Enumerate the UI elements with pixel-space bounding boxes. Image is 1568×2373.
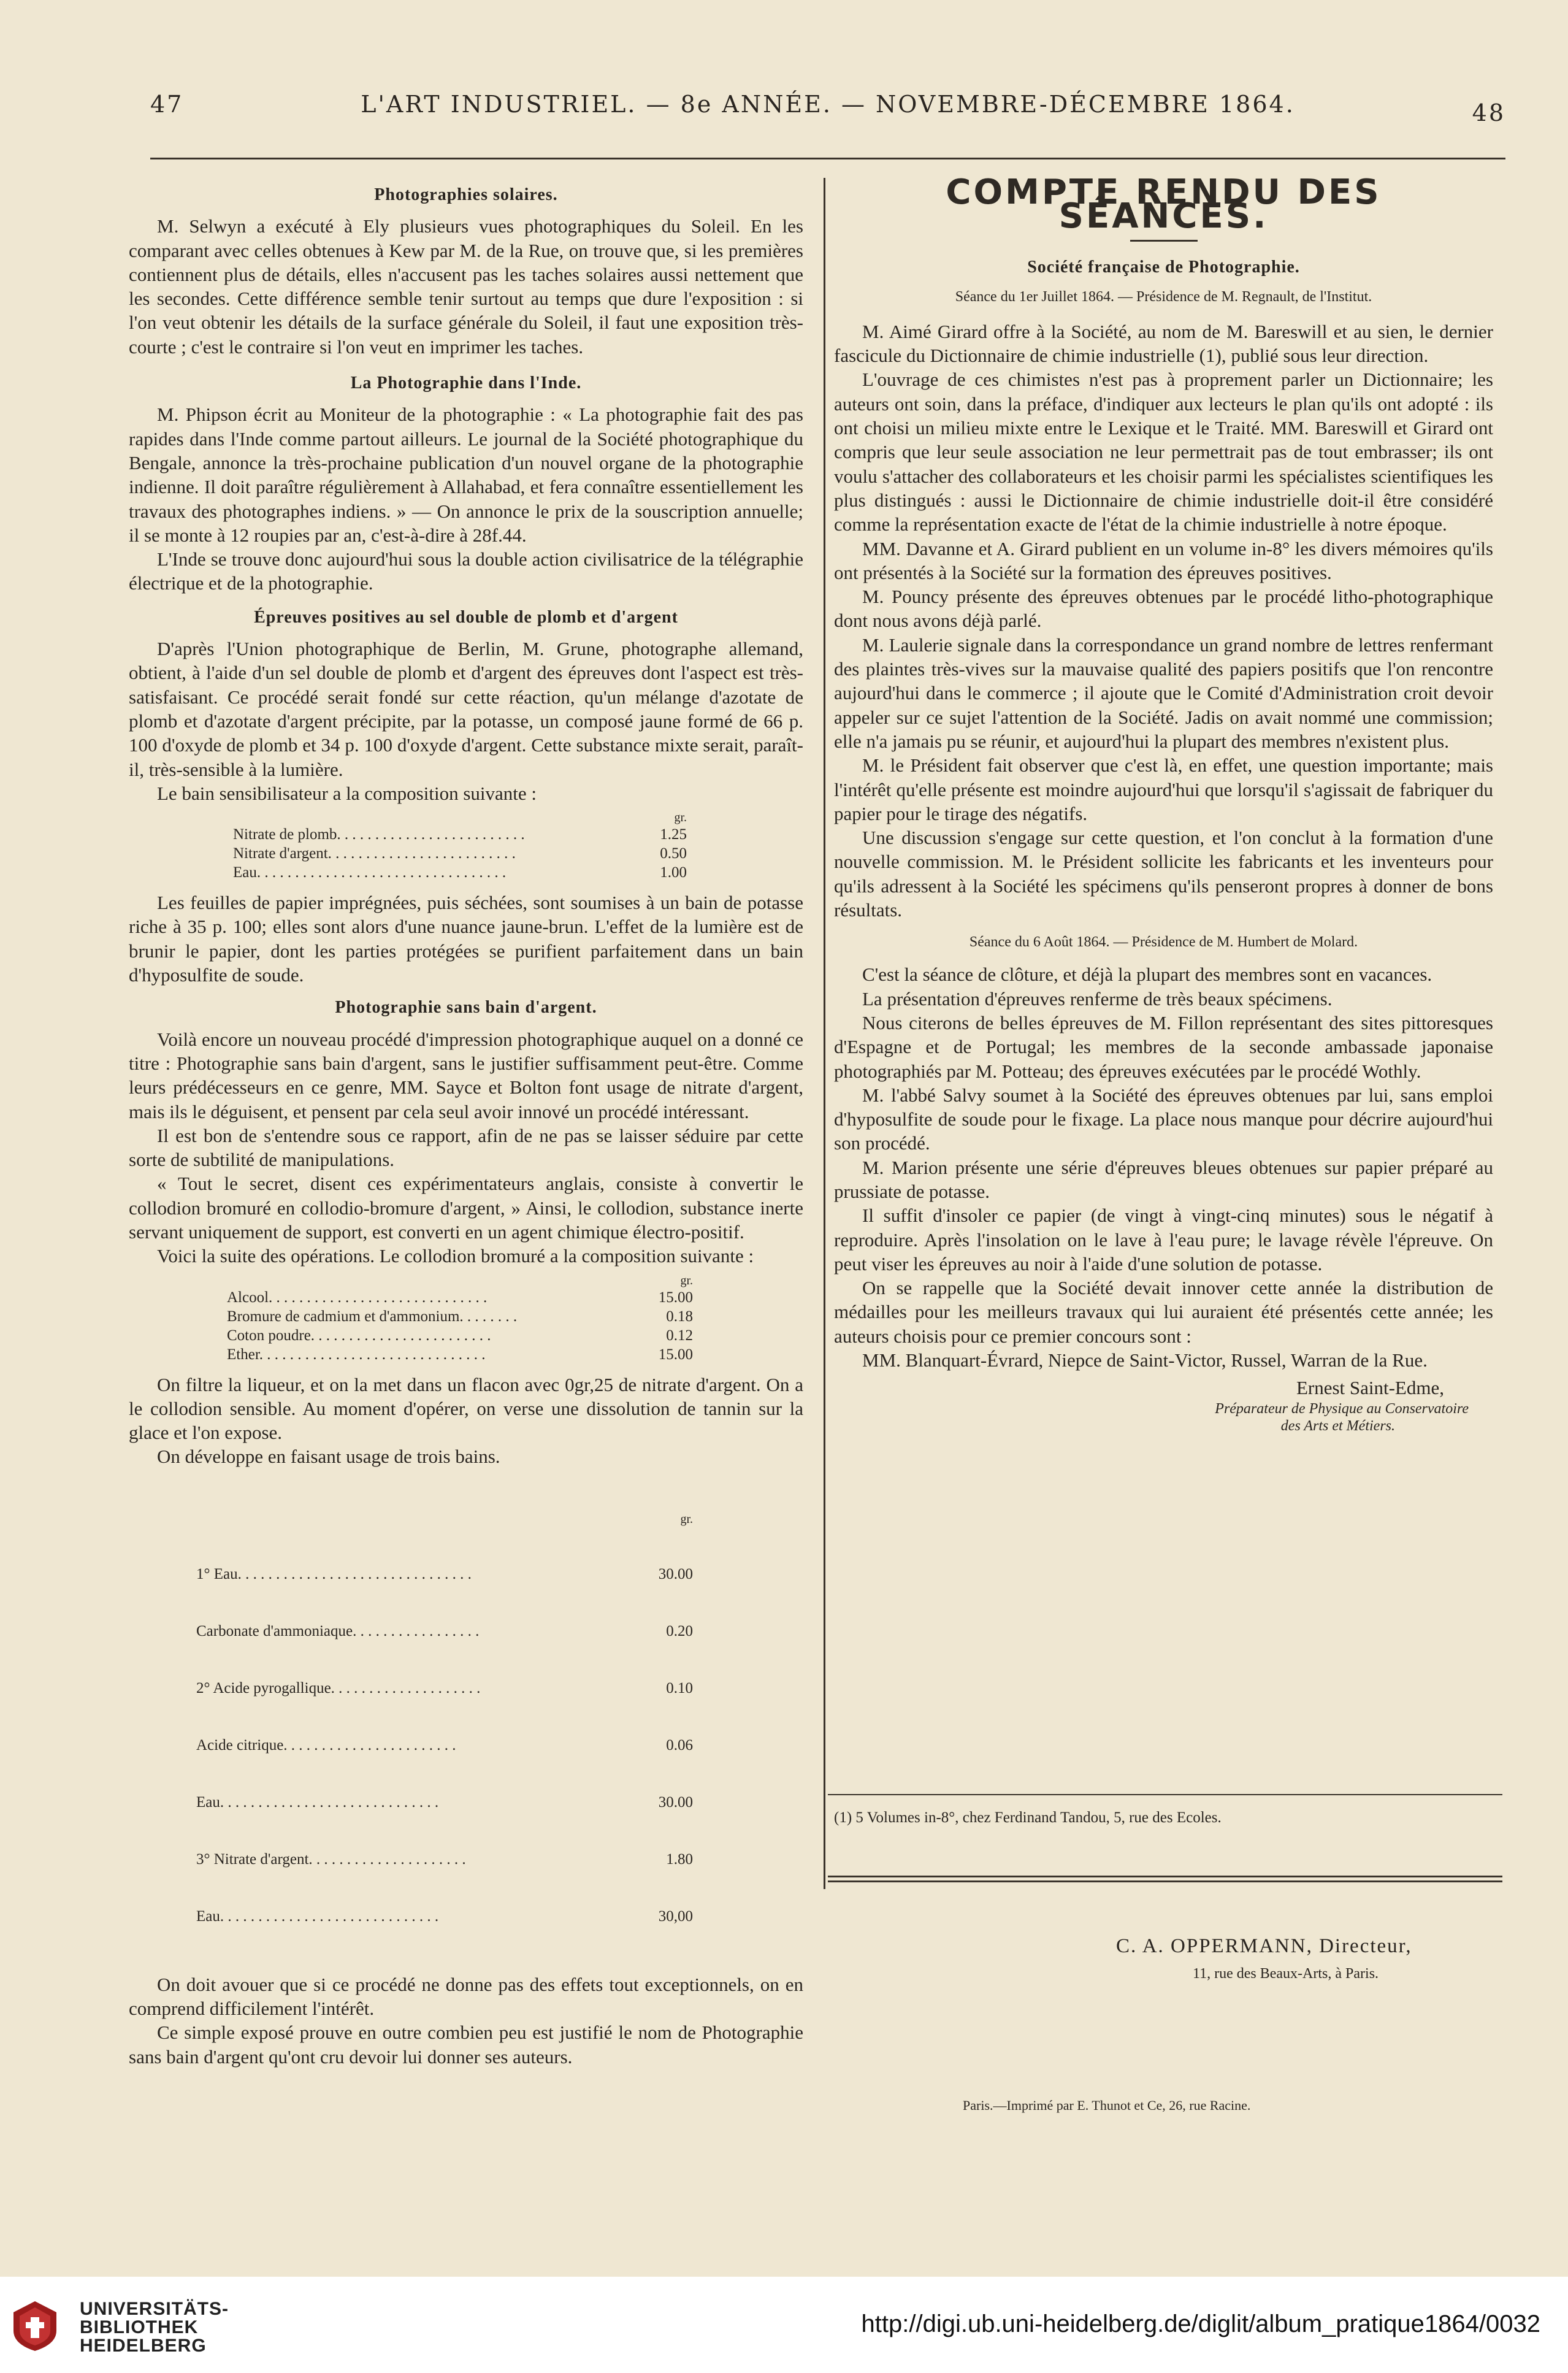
paragraph: Nous citerons de belles épreuves de M. Fillon représentant des sites pittoresques d'Espagne et de Portugal; les membres de la seconde ambassade japonaise photographiés par M. Potteau; des épreuves exécutées par le procédé Wothly. — [834, 1011, 1493, 1082]
recipe-table — [196, 1474, 693, 1964]
section-title: Photographies solaires. — [374, 185, 558, 204]
director-address: 11, rue des Beaux-Arts, à Paris. — [1193, 1966, 1379, 1982]
signature-role: Préparateur de Physique au Conservatoire — [1215, 1400, 1469, 1417]
paragraph: L'ouvrage de ces chimistes n'est pas à proprement parler un Dictionnaire; les auteurs ont soin, dans la préface, d'indiquer aux lecteurs le plan qu'ils ont adopté : ils ont choisi un milieu mixte entre le Lexique et le Traité. MM. Bareswill et Girard ont compris que leur seule association ne leur permettrait pas de tout embrasser; ils ont voulu s'attacher des collaborateurs et les choisir parmi les spécialistes scientifiques les plus distingués : aussi le Dictionnaire de chimie industrielle doit-il être considéré comme la représentation exacte de l'état de la chimie industrielle à notre époque. — [834, 369, 1493, 535]
recipe-row: Nitrate de plomb. . . . . . . . . . . . . . . . . . . . . . . . . 1.25 — [233, 826, 687, 843]
footnote-rule — [828, 1794, 1502, 1795]
header-rule — [150, 158, 1505, 159]
recipe-row: Carbonate d'ammoniaque. . . . . . . . . . . . . . . . . 0.20 — [196, 1622, 693, 1639]
paragraph: Il est bon de s'entendre sous ce rapport, afin de ne pas se laisser séduire par cette sorte de subtilité de manipulations. — [129, 1124, 803, 1171]
recipe-row: Alcool. . . . . . . . . . . . . . . . . . . . . . . . . . . . . 15.00 — [227, 1289, 693, 1306]
paragraph: Les feuilles de papier imprégnées, puis séchées, sont soumises à un bain de potasse riche à 35 p. 100; elles sont alors d'une nuance jaune-brun. L'effet de la lumière est de brunir le papier, dont les parties protégées se purifient parfaitement dans un bain d'hyposulfite de soude. — [129, 892, 803, 986]
paragraph: M. l'abbé Salvy soumet à la Société des épreuves obtenues par lui, sans emploi d'hyposulfite de soude pour le fixage. La place nous manque pour décrire aujourd'hui son procédé. — [834, 1084, 1493, 1154]
recipe-row: Eau. . . . . . . . . . . . . . . . . . . . . . . . . . . . . . . . . 1.00 — [233, 864, 687, 881]
paragraph: M. Pouncy présente des épreuves obtenues par le procédé litho-photographique dont nous avons déjà parlé. — [834, 586, 1493, 632]
signature-role: des Arts et Métiers. — [1280, 1417, 1395, 1434]
running-header — [150, 91, 1505, 128]
paragraph: L'Inde se trouve donc aujourd'hui sous la double action civilisatrice de la télégraphie électrique et de la photographie. — [129, 548, 803, 594]
section-heading: COMPTE RENDU DES SÉANCES. — [946, 172, 1382, 237]
society-title: Société française de Photographie. — [1027, 257, 1300, 277]
section-title: La Photographie dans l'Inde. — [350, 374, 582, 393]
paragraph: Ce simple exposé prouve en outre combien peu est justifié le nom de Photographie sans bain d'argent qu'ont cru devoir lui donner ses auteurs. — [129, 2022, 803, 2068]
recipe-row: 3° Nitrate d'argent. . . . . . . . . . . . . . . . . . . . . 1.80 — [196, 1850, 693, 1868]
left-column — [129, 179, 803, 2069]
recipe-table — [233, 810, 687, 882]
page-number-left: 47 — [150, 91, 184, 118]
paragraph: M. Aimé Girard offre à la Société, au nom de M. Bareswill et au sien, le dernier fascicule du Dictionnaire de chimie industrielle (1), publié sous leur direction. — [834, 320, 1493, 367]
paragraph: « Tout le secret, disent ces expérimentateurs anglais, consiste à convertir le collodion bromuré en collodio-bromure d'argent, » Ainsi, le collodion, substance inerte servant uniquement de support, est converti en un agent chimique électro-positif. — [129, 1173, 803, 1243]
recipe-row: 1° Eau. . . . . . . . . . . . . . . . . . . . . . . . . . . . . . . 30.00 — [196, 1565, 693, 1582]
paragraph: On doit avouer que si ce procédé ne donne pas des effets tout exceptionnels, on en comprend difficilement l'intérêt. — [129, 1973, 803, 2020]
recipe-row: Acide citrique. . . . . . . . . . . . . . . . . . . . . . . 0.06 — [196, 1736, 693, 1754]
recipe-row: Eau. . . . . . . . . . . . . . . . . . . . . . . . . . . . . 30.00 — [196, 1793, 693, 1811]
recipe-row: 2° Acide pyrogallique. . . . . . . . . . . . . . . . . . . . 0.10 — [196, 1679, 693, 1696]
session-line: Séance du 1er Juillet 1864. — Présidence de M. Regnault, de l'Institut. — [955, 288, 1372, 305]
paragraph: D'après l'Union photographique de Berlin, M. Grune, photographe allemand, obtient, à l'aide d'un sel double de plomb et d'argent des épreuves dont l'aspect est très-satisfaisant. Ce procédé serait fondé sur cette réaction, qu'un mélange d'azotate de plomb et d'azotate d'argent précipite, par la potasse, un composé jaune formé de 66 p. 100 d'oxyde de plomb et 34 p. 100 d'oxyde d'argent. Cette substance mixte serait, paraît-il, très-sensible à la lumière. — [129, 638, 803, 780]
recipe-row: Ether. . . . . . . . . . . . . . . . . . . . . . . . . . . . . . 15.00 — [227, 1346, 693, 1363]
column-divider — [824, 178, 825, 1889]
paragraph: MM. Blanquart-Évrard, Niepce de Saint-Victor, Russel, Warran de la Rue. — [862, 1349, 1428, 1371]
paragraph: M. Phipson écrit au Moniteur de la photographie : « La photographie fait des pas rapides dans l'Inde comme partout ailleurs. Le journal de la Société photographique du Bengale, annonce la très-prochaine publication d'un nouvel organe de la photographie indienne. Il doit paraître régulièrement à Allahabad, et fera connaître essentiellement les travaux des photographes indiens. » — On annonce le prix de la souscription annuelle; il se monte à 12 roupies par an, c'est-à-dire à 28f.44. — [129, 404, 803, 546]
journal-title: L'ART INDUSTRIEL. — 8e ANNÉE. — NOVEMBRE-DÉCEMBRE 1864. — [361, 91, 1295, 118]
paragraph: Une discussion s'engage sur cette question, et l'on conclut à la formation d'une nouvelle commission. M. le Président sollicite les fabricants et les inventeurs pour qu'ils adressent à la Société les spécimens qu'ils penseront propres à donner de bons résultats. — [834, 827, 1493, 921]
double-rule — [828, 1880, 1502, 1882]
paragraph: Voici la suite des opérations. Le collodion bromuré a la composition suivante : — [157, 1245, 754, 1267]
paragraph: M. Laulerie signale dans la correspondance un grand nombre de lettres renfermant des plaintes très-vives sur la mauvaise qualité des papiers positifs que l'on rencontre aujourd'hui dans le commerce ; il ajoute que le Comité d'Administration croit devoir appeler sur ce sujet l'attention de la Société. Jadis on avait nommé une commission; elle n'a jamais pu se réunir, et aujourd'hui la plupart des membres n'existent plus. — [834, 634, 1493, 752]
recipe-table — [227, 1273, 693, 1364]
heading-rule — [1130, 240, 1198, 242]
paragraph: On se rappelle que la Société devait innover cette année la distribution de médailles pour les meilleurs travaux qui lui auraient été présentés cette année; les auteurs choisis pour ce premier concours sont : — [834, 1277, 1493, 1347]
paragraph: M. le Président fait observer que c'est là, en effet, une question importante; mais l'intérêt qu'elle présente est moindre aujourd'hui que lorsqu'il s'agissait de fabriquer du papier pour le tirage des négatifs. — [834, 754, 1493, 824]
paragraph: M. Marion présente une série d'épreuves bleues obtenues sur papier préparé au prussiate de potasse. — [834, 1156, 1493, 1202]
paragraph: Le bain sensibilisateur a la composition suivante : — [157, 782, 537, 804]
recipe-row: Nitrate d'argent. . . . . . . . . . . . . . . . . . . . . . . . . 0.50 — [233, 845, 687, 862]
session-line: Séance du 6 Août 1864. — Présidence de M. Humbert de Molard. — [969, 934, 1358, 951]
paragraph: On développe en faisant usage de trois bains. — [157, 1446, 500, 1468]
section-title: Épreuves positives au sel double de plomb et d'argent — [254, 607, 678, 627]
right-column — [834, 172, 1493, 1435]
recipe-row: Coton poudre. . . . . . . . . . . . . . . . . . . . . . . . 0.12 — [227, 1327, 693, 1344]
unit-label: gr. — [680, 1512, 693, 1526]
footer-bar — [0, 2277, 1568, 2373]
footnote: (1) 5 Volumes in-8°, chez Ferdinand Tandou, 5, rue des Ecoles. — [834, 1809, 1222, 1826]
unit-label: gr. — [674, 811, 687, 825]
library-name: UNIVERSITÄTS- BIBLIOTHEK HEIDELBERG — [80, 2299, 229, 2356]
source-url[interactable]: http://digi.ub.uni-heidelberg.de/diglit/album_pratique1864/0032 — [861, 2310, 1540, 2337]
double-rule — [828, 1876, 1502, 1877]
paragraph: M. Selwyn a exécuté à Ely plusieurs vues photographiques du Soleil. En les comparant avec celles obtenues à Kew par M. de la Rue, on trouve que, si les premières contiennent plus de détails, elles n'accusent pas les taches solaires aussi nettement que les secondes. Cette différence semble tenir surtout au temps que dure l'exposition : si l'on veut obtenir les détails de la surface générale du Soleil, il faut une exposition très-courte ; c'est le contraire si l'on veut en imprimer les taches. — [129, 215, 803, 358]
imprint-line: Paris.—Imprimé par E. Thunot et Ce, 26, rue Racine. — [963, 2098, 1251, 2113]
recipe-row: Eau. . . . . . . . . . . . . . . . . . . . . . . . . . . . . 30,00 — [196, 1907, 693, 1925]
paragraph: Voilà encore un nouveau procédé d'impression photographique auquel on a donné ce titre : Photographie sans bain d'argent, sans le justifier suffisamment peut-être. Comme leurs prédécesseurs en ce genre, MM. Sayce et Bolton font usage de nitrate d'argent, mais ils le déguisent, et pensent par cela seul avoir innové un procédé intéressant. — [129, 1028, 803, 1122]
signature: Ernest Saint-Edme, — [1296, 1377, 1444, 1399]
paragraph: Il suffit d'insoler ce papier (de vingt à vingt-cinq minutes) sous le négatif à reproduire. Après l'insolation on le lave à l'eau pure; le lavage révèle l'épreuve. On peut viser les épreuves au noir à l'aide d'une solution de potasse. — [834, 1205, 1493, 1275]
paragraph: MM. Davanne et A. Girard publient en un volume in-8° les divers mémoires qu'ils ont présentés à la Société sur la formation des épreuves positives. — [834, 537, 1493, 583]
paragraph: La présentation d'épreuves renferme de très beaux spécimens. — [862, 987, 1333, 1010]
section-title: Photographie sans bain d'argent. — [335, 998, 597, 1018]
paragraph: C'est la séance de clôture, et déjà la plupart des membres sont en vacances. — [862, 964, 1432, 986]
director-line: C. A. OPPERMANN, Directeur, — [1116, 1935, 1412, 1957]
paragraph: On filtre la liqueur, et on la met dans un flacon avec 0gr,25 de nitrate d'argent. On a le collodion sensible. Au moment d'opérer, on verse une dissolution de tannin sur la glace et l'on expose. — [129, 1373, 803, 1444]
recipe-row: Bromure de cadmium et d'ammonium. . . . . . . . 0.18 — [227, 1308, 693, 1325]
unit-label: gr. — [680, 1273, 693, 1287]
university-seal-icon — [12, 2300, 58, 2352]
page-number-right: 48 — [1472, 99, 1505, 126]
